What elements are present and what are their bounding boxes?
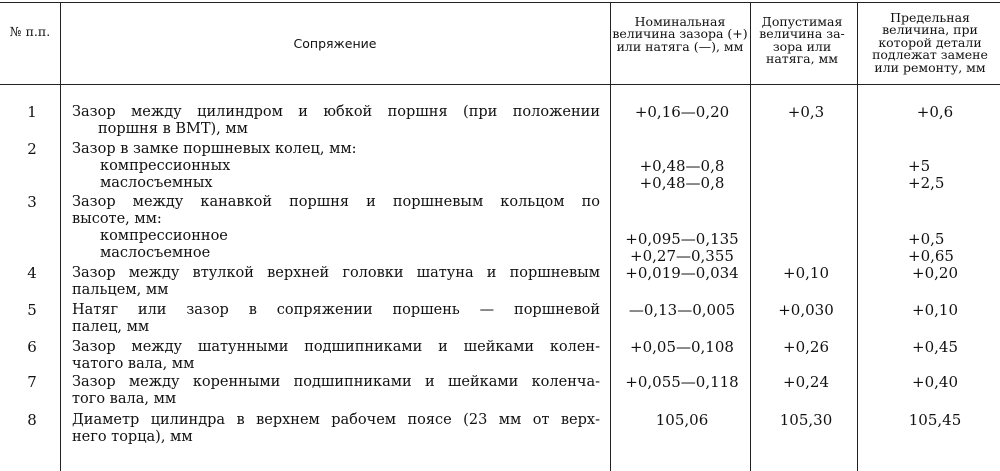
- header-limit: Предельная величина, при которой детали подлежат замене или ремонту, мм: [872, 10, 988, 75]
- nominal-value: +0,05—0,108: [630, 338, 734, 356]
- limit-value: +0,45: [912, 338, 958, 356]
- nominal-value: +0,48—0,8: [639, 157, 725, 175]
- row-description: [72, 374, 600, 408]
- row-description: [72, 412, 600, 446]
- column-divider: [857, 2, 858, 471]
- description-line: чатого вала, мм: [72, 356, 195, 372]
- row-number: 4: [27, 264, 37, 282]
- admissible-value: 105,30: [779, 411, 833, 429]
- limit-value: +2,5: [908, 174, 945, 192]
- row-number: 3: [27, 193, 37, 211]
- row-number: 6: [27, 338, 37, 356]
- description-line: Зазор между коренными подшипниками и шейками коленча-: [72, 374, 600, 390]
- limit-value: +0,20: [912, 264, 958, 282]
- row-description: [72, 194, 600, 262]
- row-number: 1: [27, 103, 37, 121]
- description-line: поршня в ВМТ), мм: [98, 121, 248, 137]
- nominal-value: +0,055—0,118: [625, 373, 739, 391]
- description-line: компрессионных: [100, 158, 231, 174]
- nominal-value: +0,27—0,355: [630, 247, 734, 265]
- admissible-value: +0,030: [778, 301, 834, 319]
- column-divider: [750, 2, 751, 471]
- row-number: 5: [27, 301, 37, 319]
- nominal-value: +0,095—0,135: [625, 230, 739, 248]
- description-line: Зазор между шатунными подшипниками и шейками колен-: [72, 339, 600, 355]
- description-line: Натяг или зазор в сопряжении поршень — поршневой: [72, 302, 600, 318]
- nominal-value: +0,019—0,034: [625, 264, 739, 282]
- description-line: палец, мм: [72, 319, 150, 335]
- admissible-value: +0,24: [783, 373, 829, 391]
- description-line: компрессионное: [100, 228, 228, 244]
- row-number: 2: [27, 140, 37, 158]
- row-description: [72, 265, 600, 299]
- description-line: маслосъемное: [100, 245, 211, 261]
- header-bottom-rule: [0, 84, 1000, 85]
- description-line: Зазор между втулкой верхней головки шатуна и поршневым: [72, 265, 600, 281]
- admissible-value: +0,26: [783, 338, 829, 356]
- limit-value: +0,5: [908, 230, 945, 248]
- admissible-value: +0,10: [783, 264, 829, 282]
- nominal-value: +0,16—0,20: [634, 103, 730, 121]
- table-top-rule: [0, 2, 1000, 3]
- limit-value: +0,10: [912, 301, 958, 319]
- row-number: 7: [27, 373, 37, 391]
- limit-value: +0,40: [912, 373, 958, 391]
- row-description: [72, 302, 600, 336]
- description-line: Зазор между цилиндром и юбкой поршня (при положении: [72, 104, 600, 120]
- nominal-value: +0,48—0,8: [639, 174, 725, 192]
- description-line: маслосъемных: [100, 175, 213, 191]
- description-line: пальцем, мм: [72, 282, 169, 298]
- description-line: Диаметр цилиндра в верхнем рабочем поясе (23 мм от верх-: [72, 412, 600, 428]
- header-nominal: Номинальная величина зазора (+) или натяга (—), мм: [612, 14, 748, 54]
- row-description: [72, 104, 600, 138]
- description-line: высоте, мм:: [72, 211, 162, 227]
- header-admissible: Допустимая величина зазора или натяга, мм: [759, 14, 845, 67]
- header-conjugation: Сопряжение: [293, 36, 377, 51]
- header-number: № п.п.: [9, 24, 51, 39]
- description-line: Зазор в замке поршневых колец, мм:: [72, 141, 357, 157]
- description-line: него торца), мм: [72, 429, 193, 445]
- row-description: [72, 339, 600, 373]
- row-number: 8: [27, 411, 37, 429]
- nominal-value: —0,13—0,005: [628, 301, 736, 319]
- nominal-value: 105,06: [655, 411, 709, 429]
- column-divider: [610, 2, 611, 471]
- column-divider: [60, 2, 61, 471]
- limit-value: +0,6: [916, 103, 954, 121]
- row-description: [72, 141, 600, 192]
- limit-value: +5: [908, 157, 931, 175]
- description-line: того вала, мм: [72, 391, 177, 407]
- description-line: Зазор между канавкой поршня и поршневым кольцом по: [72, 194, 600, 210]
- limit-value: 105,45: [908, 411, 962, 429]
- limit-value: +0,65: [908, 247, 954, 265]
- admissible-value: +0,3: [787, 103, 825, 121]
